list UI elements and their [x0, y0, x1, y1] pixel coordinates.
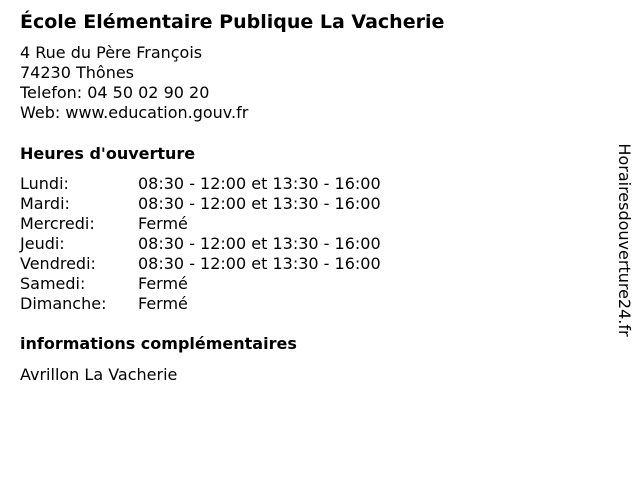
day-hours: 08:30 - 12:00 et 13:30 - 16:00 — [138, 174, 381, 193]
info-heading: informations complémentaires — [20, 334, 297, 353]
day-hours: 08:30 - 12:00 et 13:30 - 16:00 — [138, 194, 381, 213]
hours-row-monday — [20, 174, 381, 194]
day-label: Dimanche: — [20, 294, 107, 313]
hours-heading: Heures d'ouverture — [20, 144, 196, 163]
watermark: Horairesdouverture24.fr — [615, 143, 634, 337]
hours-row-friday — [20, 254, 381, 274]
day-label: Jeudi: — [20, 234, 65, 253]
day-hours: Fermé — [138, 274, 188, 293]
school-name: École Elémentaire Publique La Vacherie — [20, 11, 445, 33]
hours-row-sunday — [20, 294, 381, 314]
day-hours: Fermé — [138, 294, 188, 313]
address-block — [20, 43, 248, 123]
day-label: Lundi: — [20, 174, 69, 193]
website: Web: www.education.gouv.fr — [20, 103, 249, 122]
day-label: Mercredi: — [20, 214, 95, 233]
address-street: 4 Rue du Père François — [20, 43, 203, 62]
info-text: Avrillon La Vacherie — [20, 365, 178, 384]
day-hours: 08:30 - 12:00 et 13:30 - 16:00 — [138, 254, 381, 273]
hours-row-tuesday — [20, 194, 381, 214]
day-hours: 08:30 - 12:00 et 13:30 - 16:00 — [138, 234, 381, 253]
day-label: Vendredi: — [20, 254, 96, 273]
hours-table — [20, 174, 381, 314]
day-label: Samedi: — [20, 274, 86, 293]
hours-row-thursday — [20, 234, 381, 254]
hours-row-wednesday — [20, 214, 381, 234]
hours-row-saturday — [20, 274, 381, 294]
day-hours: Fermé — [138, 214, 188, 233]
phone-number: Telefon: 04 50 02 90 20 — [20, 83, 210, 102]
address-city: 74230 Thônes — [20, 63, 135, 82]
day-label: Mardi: — [20, 194, 70, 213]
